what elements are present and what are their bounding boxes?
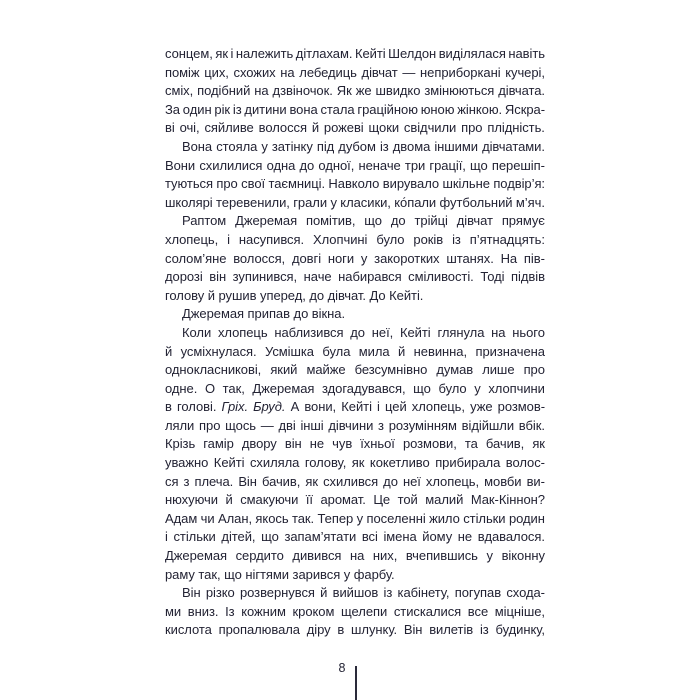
text-line: сміх, подібний на дзвіночок. Як же швидко змінюються дівчата. <box>165 83 545 99</box>
text-line: й усміхнулася. Усмішка була мила й невинна, призначена <box>165 343 545 359</box>
text-line: поміж цих, схожих на лебедиць дівчат — неприборкані кучері, <box>165 64 545 80</box>
text-line: в голові. Гріх. Бруд. А вони, Кейті і цей хлопець, уже розмов- <box>165 399 545 415</box>
text-line: уважно Кейті схиляла голову, як кокетливо прибирала волос- <box>165 455 545 471</box>
text-line: дорозі він зупинився, наче набирався сміливості. Тоді підвів <box>165 269 545 285</box>
text-line: кислота пропалювала діру в шлунку. Він вилетів із будинку, <box>165 622 545 638</box>
text-line: ся з плеча. Він бачив, як схилився до неї хлопець, мовби ви- <box>165 473 545 489</box>
text-line: ляли про щось — дві інші дівчини з розумінням відійшли вбік. <box>165 417 545 433</box>
text-line: Адам чи Алан, якось так. Тепер у поселенні жило стільки родин <box>165 510 545 526</box>
text-line: Він різко розвернувся й вийшов із кабінету, погупав схода- <box>182 585 545 601</box>
text-line: Джеремая сердито дивився на них, вчепившись у віконну <box>165 548 545 564</box>
page-number: 8 <box>338 661 346 675</box>
text-line: ми вниз. Із кожним кроком щелепи стискалися все міцніше, <box>165 603 545 619</box>
text-line: ві очі, сяйливе волосся й рожеві щоки свідчили про плідність. <box>165 120 545 136</box>
text-line: сонцем, як і належить дітлахам. Кейті Шелдон виділялася навіть <box>165 46 545 61</box>
text-line: одне. О так, Джеремая здогадувався, що було у хлопчини <box>165 380 545 396</box>
text-line: За один рік із дитини вона стала граційною юною жінкою. Яскра- <box>165 101 545 117</box>
text-line: голову й рушив уперед, до дівчат. До Кейті. <box>165 287 424 303</box>
text-line: однокласникові, який майже безсумнівно думав лише про <box>165 362 545 378</box>
text-line: школярі теревенили, грали у класики, ко́пали футбольний м’яч. <box>165 194 545 210</box>
text-line: Вона стояла у затінку під дубом із двома іншими дівчатами. <box>182 138 545 154</box>
page-edge-mark <box>355 666 357 700</box>
text-line: Раптом Джеремая помітив, що до трійці дівчат прямує <box>182 213 545 229</box>
text-line: Вони схилилися одна до одної, неначе три грації, що перешіп- <box>165 157 545 173</box>
text-line: нюхуючи й смакуючи її аромат. Це той малий Мак-Кіннон? <box>165 492 545 508</box>
text-line: туються про свої таємниці. Навколо вирувало шкільне подвір’я: <box>165 176 545 192</box>
text-line: Крізь гамір двору він не чув їхньої розмови, та бачив, як <box>165 436 545 452</box>
text-line: Коли хлопець наблизився до неї, Кейті глянула на нього <box>182 324 545 340</box>
text-line: і стільки дітей, що запам’ятати всі імена йому не вдавалося. <box>165 529 545 545</box>
text-block <box>165 45 545 640</box>
text-line: хлопець, і насупився. Хлопчині було років із п’ятнадцять: <box>165 231 545 247</box>
text-line: раму так, що нігтями зарився у фарбу. <box>165 566 395 582</box>
text-line: Джеремая припав до вікна. <box>182 306 346 322</box>
text-line: солом’яне волосся, довгі ноги у закоротких штанях. На пів- <box>165 250 545 266</box>
